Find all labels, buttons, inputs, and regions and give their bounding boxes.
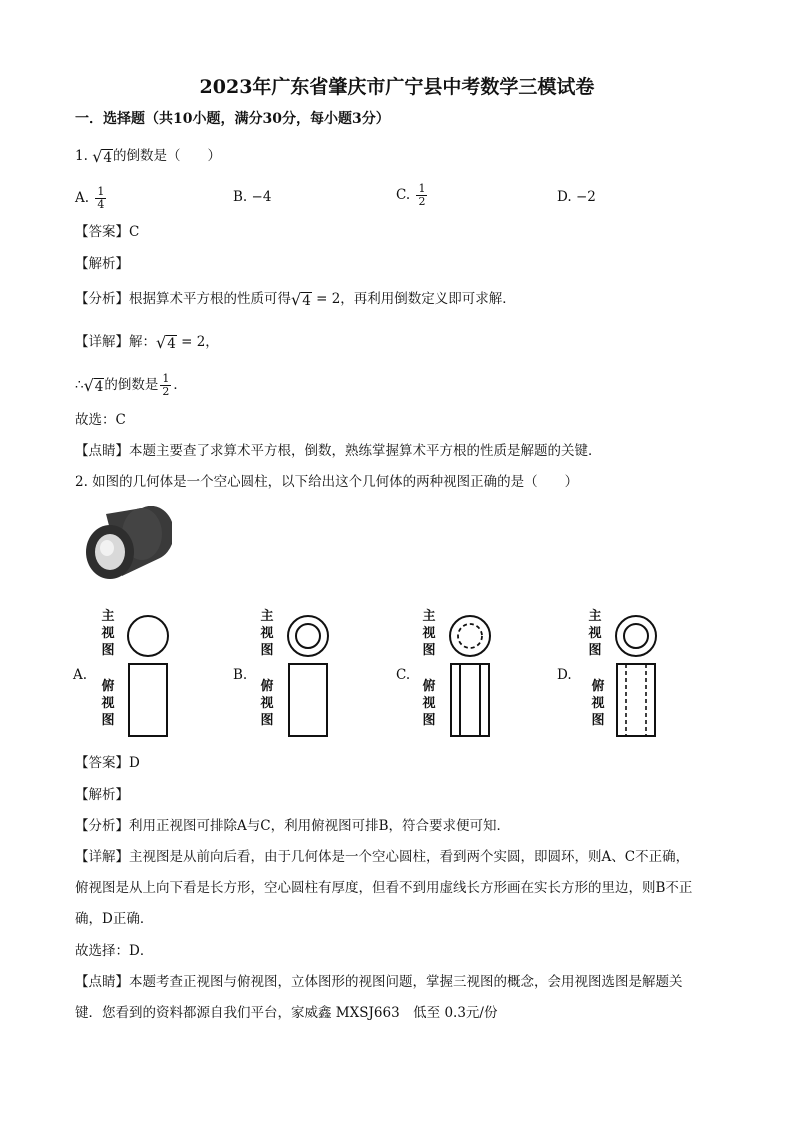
- front-view-label: 主视图: [422, 609, 436, 658]
- hollow-cylinder-figure: [82, 506, 172, 586]
- q2-option-b-letter: B.: [233, 667, 248, 683]
- q1-option-a: A. $\frac{1}{4}$: [75, 185, 105, 211]
- q2-xiangjie-line1: 【详解】主视图是从前向后看，由于几何体是一个空心圆柱，看到两个实圆，即圆环，则A、C不正确，: [75, 849, 690, 865]
- q2-analysis-tag: 【解析】: [75, 787, 129, 803]
- q2-xiangjie-line2: 俯视图是从上向下看是长方形，空心圆柱有厚度，但看不到用虚线长方形画在实长方形的里边，则B不正: [75, 880, 693, 896]
- q2-answer: 【答案】D: [75, 755, 140, 771]
- q2-xiangjie-line3: 确，D正确．: [75, 911, 154, 927]
- q1-answer: 【答案】C: [75, 224, 140, 240]
- q2-dianjing-line1: 【点睛】本题考查正视图与俯视图，立体图形的视图问题，掌握三视图的概念，会用视图选图是解题关: [75, 974, 683, 990]
- q2-option-d-letter: D.: [557, 667, 572, 683]
- q2-option-a-letter: A.: [73, 667, 88, 683]
- q1-dianjing: 【点睛】本题主要查了求算术平方根，倒数，熟练掌握算术平方根的性质是解题的关键．: [75, 443, 602, 459]
- top-view-label: 俯视图: [260, 679, 274, 728]
- fraction: $\frac{1}{2}$: [162, 372, 170, 398]
- top-view-label: 俯视图: [101, 679, 115, 728]
- sqrt-expression: √ 4: [83, 375, 104, 395]
- fraction: $\frac{1}{2}$: [418, 182, 426, 208]
- front-view-label: 主视图: [588, 609, 602, 658]
- q1-option-d: D. −2: [557, 189, 596, 205]
- front-view-label: 主视图: [260, 609, 274, 658]
- q1-option-c: C. $\frac{1}{2}$: [396, 182, 426, 208]
- top-view-label: 俯视图: [422, 679, 436, 728]
- q2-option-b-views: [282, 612, 334, 740]
- q1-xiangjie: 【详解】解： √ 4 = 2，: [75, 332, 219, 352]
- q2-option-c-letter: C.: [396, 667, 411, 683]
- q1-fenxi: 【分析】根据算术平方根的性质可得 √ 4 = 2，再利用倒数定义即可求解．: [75, 289, 516, 309]
- q1-option-b: B. −4: [233, 189, 272, 205]
- q1-therefore: ∴ √ 4 的倒数是 $\frac{1}{2}$ ．: [75, 372, 187, 398]
- q1-stem-text: 的倒数是（ ）: [112, 148, 221, 164]
- q1-stem: [75, 147, 221, 166]
- q2-option-a-views: [122, 612, 174, 740]
- sqrt-expression: √ 4: [156, 332, 176, 352]
- q2-dianjing-line2: 键．您看到的资料都源自我们平台，家威鑫 MXSJ663 低至 0.3元/份: [75, 1005, 498, 1021]
- section-heading: 一．选择题（共10小题，满分30分，每小题3分）: [75, 111, 390, 127]
- page-title: 2023年广东省肇庆市广宁县中考数学三模试卷: [199, 76, 595, 98]
- front-view-label: 主视图: [101, 609, 115, 658]
- q1-choose: 故选：C: [75, 412, 126, 428]
- sqrt-expression: √ 4: [92, 146, 112, 166]
- q2-option-c-views: [444, 612, 496, 740]
- q1-number: 1.: [75, 148, 88, 164]
- q2-choose: 故选择：D．: [75, 943, 154, 959]
- sqrt-expression: √ 4: [291, 289, 311, 309]
- fraction: $\frac{1}{4}$: [97, 185, 105, 211]
- q1-analysis-tag: 【解析】: [75, 256, 129, 272]
- q2-option-d-views: [610, 612, 662, 740]
- q2-stem: 2. 如图的几何体是一个空心圆柱，以下给出这个几何体的两种视图正确的是（ ）: [75, 474, 579, 490]
- top-view-label: 俯视图: [591, 679, 605, 728]
- q2-fenxi: 【分析】利用正视图可排除A与C，利用俯视图可排B，符合要求便可知．: [75, 818, 510, 834]
